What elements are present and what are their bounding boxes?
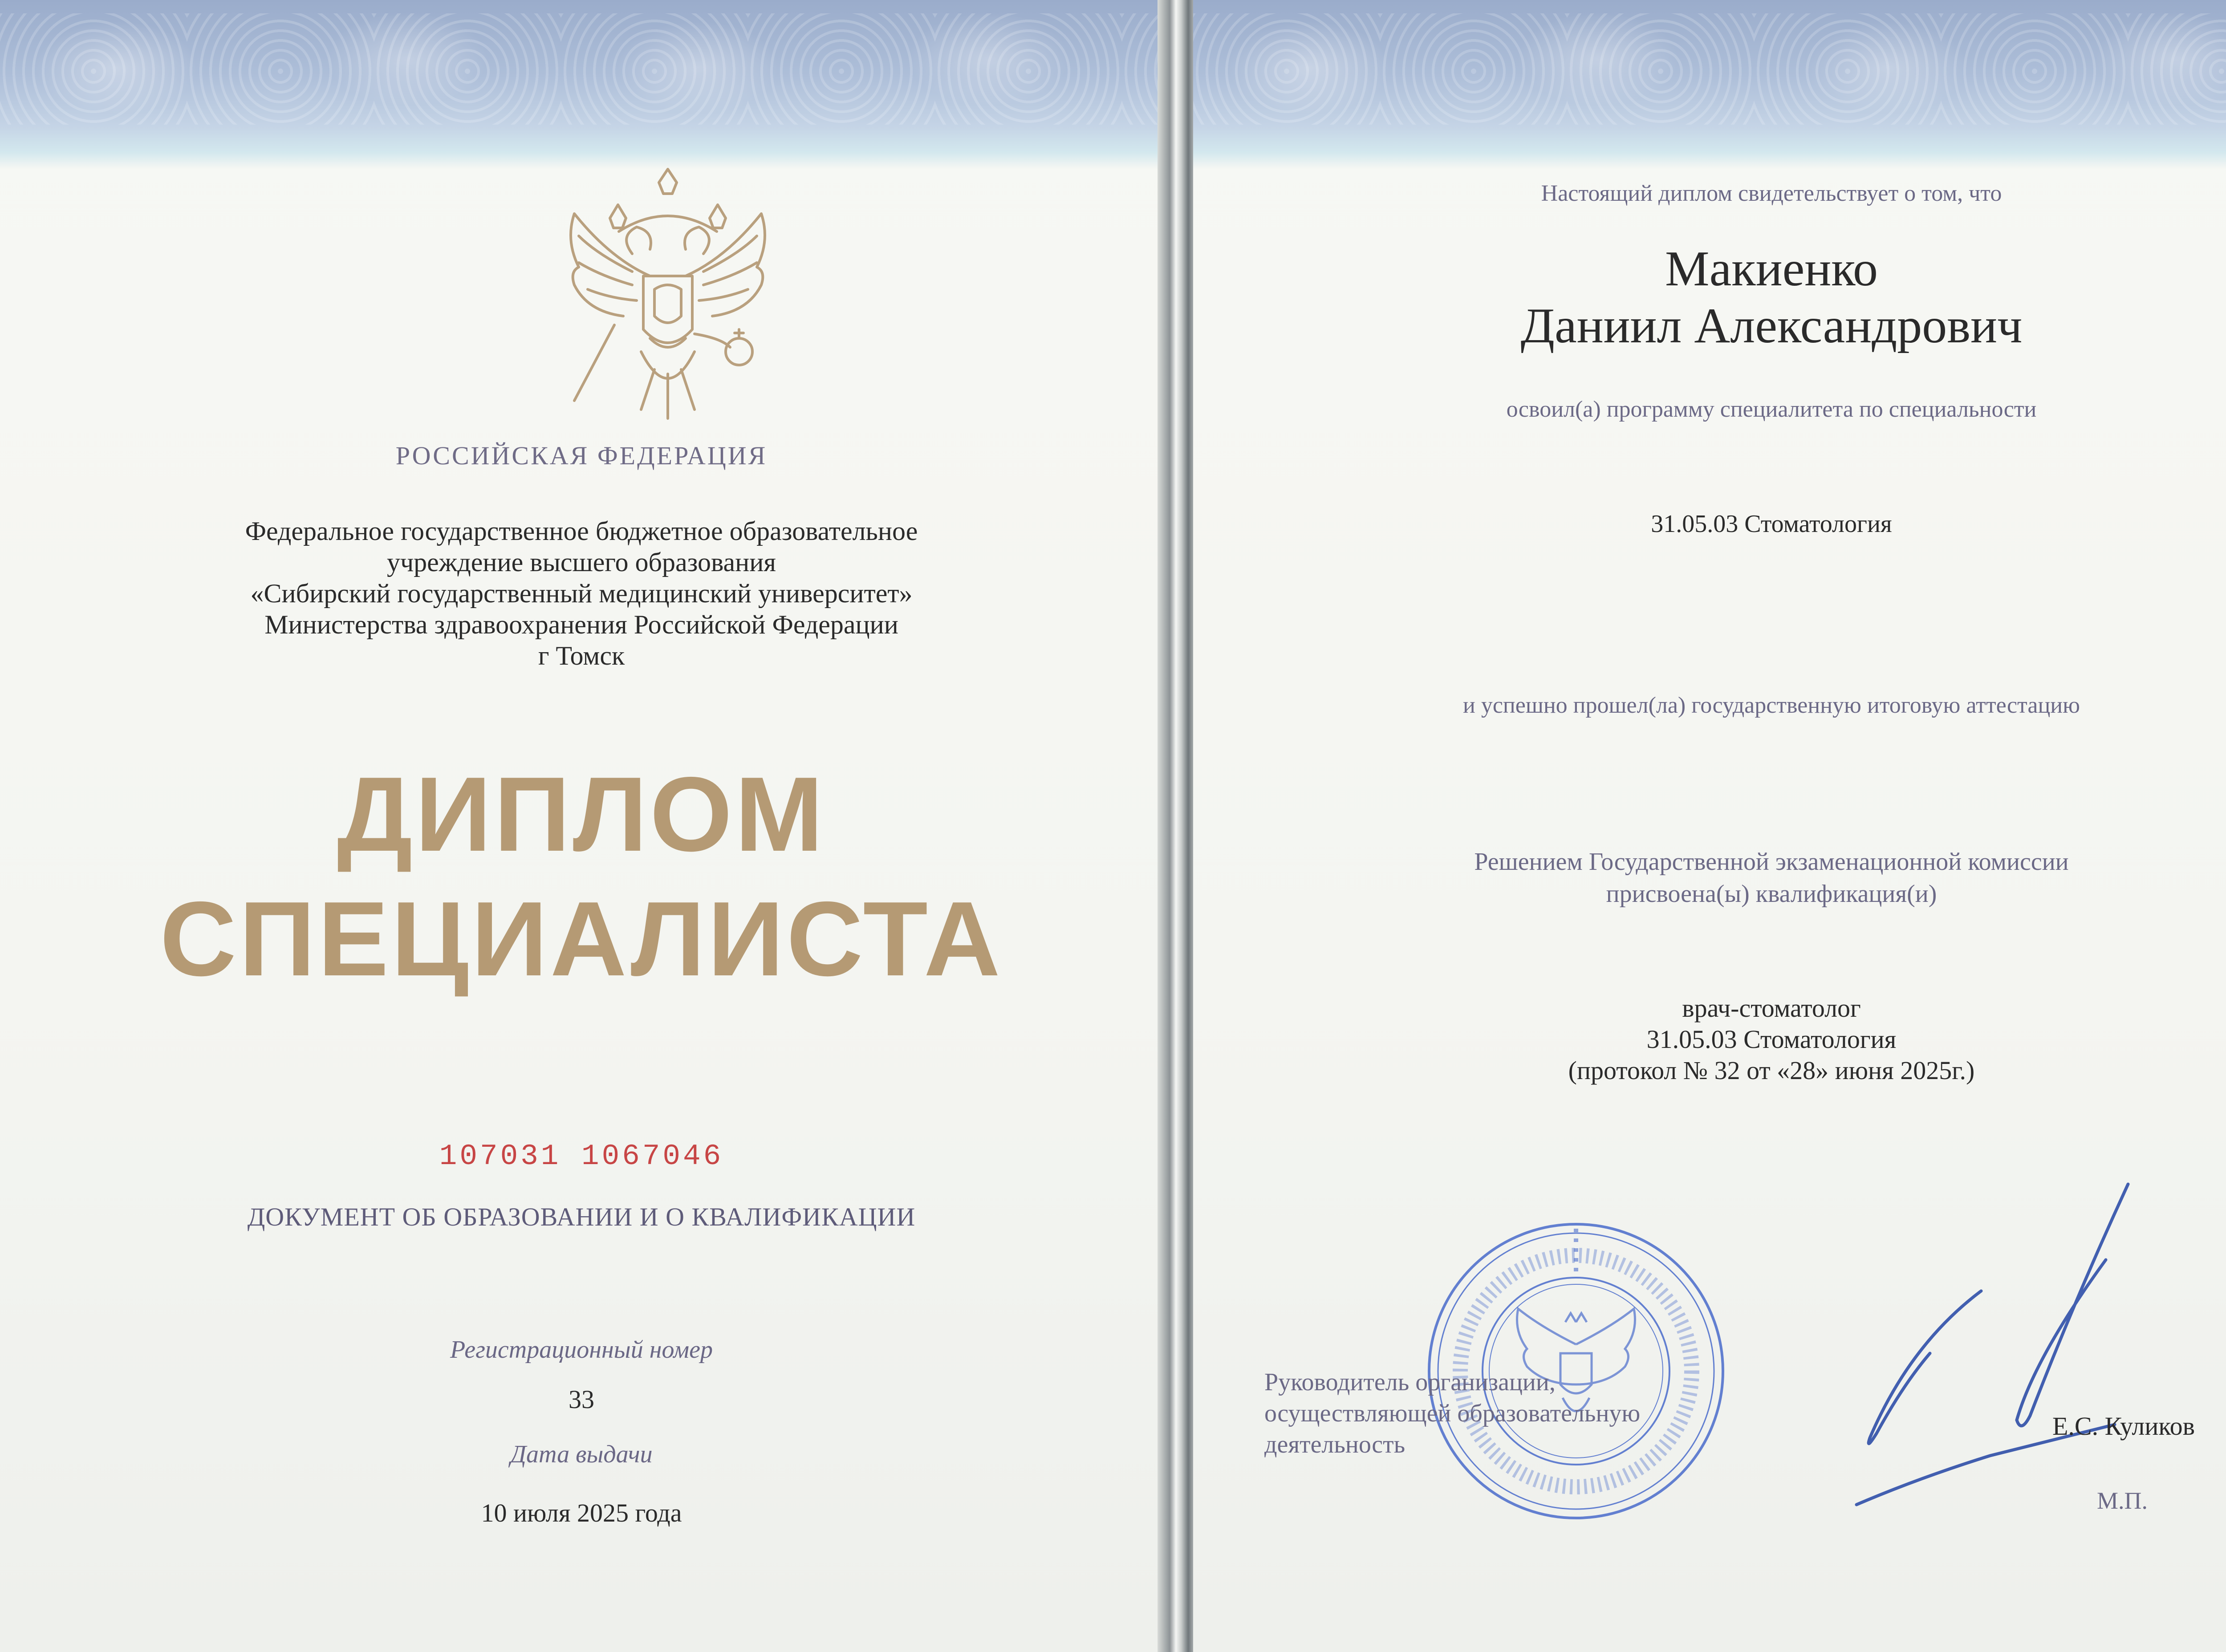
organization-head-label [1264, 1367, 1640, 1460]
qualification-block [1193, 993, 2226, 1086]
graduate-surname: Макиенко [1665, 241, 1878, 296]
institution-line: учреждение высшего образования [387, 548, 776, 577]
country-name: РОССИЙСКАЯ ФЕДЕРАЦИЯ [395, 441, 768, 470]
document-type: ДОКУМЕНТ ОБ ОБРАЗОВАНИИ И О КВАЛИФИКАЦИИ [247, 1202, 916, 1231]
diploma-right-page [1193, 0, 2226, 1652]
institution-line: «Сибирский государственный медицинский университет» [250, 579, 913, 608]
diploma-title [0, 752, 1163, 1002]
decorative-header-band [0, 0, 1163, 169]
registration-label: Регистрационный номер [450, 1336, 713, 1364]
issue-date: 10 июля 2025 года [481, 1498, 682, 1527]
signer-name: Е.С. Куликов [2052, 1412, 2195, 1441]
program-text: освоил(а) программу специалитета по специальности [1506, 397, 2037, 422]
seal-mark: М.П. [2097, 1487, 2148, 1514]
diploma-title-line1: ДИПЛОМ [337, 755, 826, 873]
commission-decision [1193, 846, 2226, 910]
diploma-title-line2: СПЕЦИАЛИСТА [160, 880, 1003, 998]
attestation-text: и успешно прошел(ла) государственную итоговую аттестацию [1463, 693, 2080, 718]
institution-line: г Томск [538, 641, 625, 670]
head-label-line: деятельность [1264, 1431, 1405, 1458]
decorative-header-band [1193, 0, 2226, 169]
specialty: 31.05.03 Стоматология [1651, 510, 1892, 538]
institution-line: Министерства здравоохранения Российской Федерации [264, 610, 898, 639]
coat-of-arms-icon [548, 165, 788, 450]
intro-text: Настоящий диплом свидетельствует о том, что [1541, 181, 2002, 206]
institution-name [0, 515, 1163, 671]
book-binding [1158, 0, 1198, 1652]
graduate-given-names: Даниил Александрович [1520, 298, 2023, 353]
issue-date-label: Дата выдачи [510, 1441, 653, 1468]
diploma-number: 107031 1067046 [439, 1140, 724, 1173]
registration-number: 33 [569, 1385, 594, 1414]
decision-line: присвоена(ы) квалификация(и) [1606, 880, 1937, 908]
head-label-line: Руководитель организации, [1264, 1368, 1556, 1396]
institution-line: Федеральное государственное бюджетное образовательное [245, 516, 918, 546]
decision-line: Решением Государственной экзаменационной комиссии [1474, 848, 2069, 876]
head-label-line: осуществляющей образовательную [1264, 1400, 1641, 1427]
qualification-line: врач-стоматолог [1682, 994, 1861, 1023]
qualification-line: 31.05.03 Стоматология [1646, 1025, 1897, 1054]
graduate-name [1193, 240, 2226, 354]
qualification-line: (протокол № 32 от «28» июня 2025г.) [1568, 1056, 1975, 1085]
